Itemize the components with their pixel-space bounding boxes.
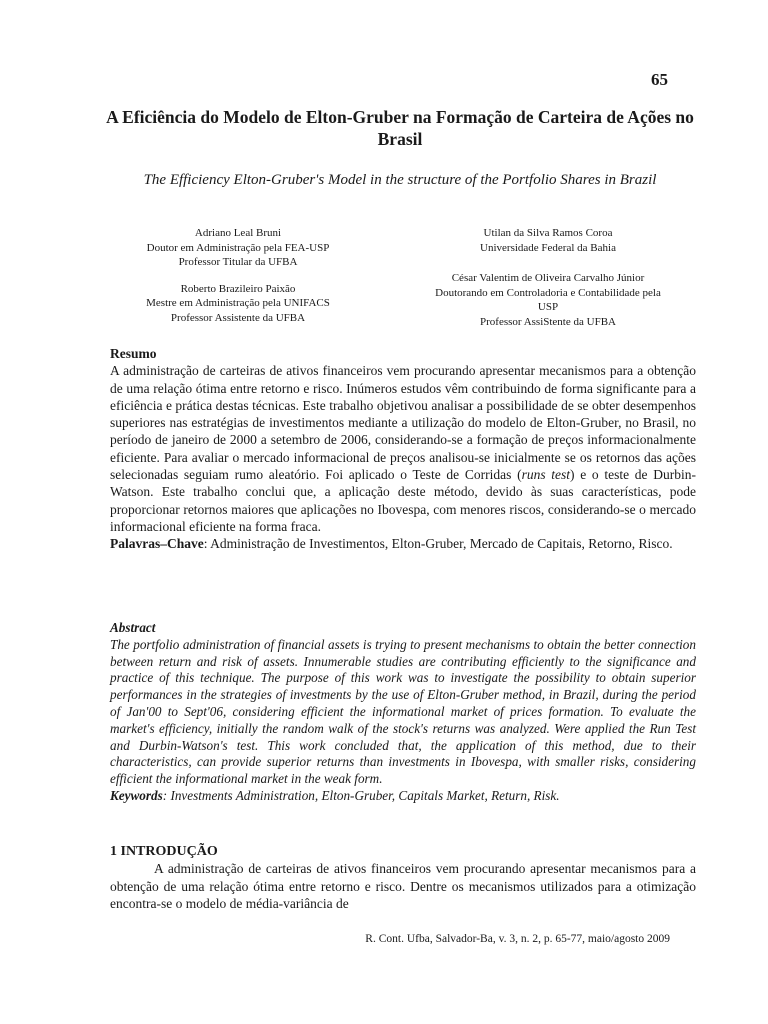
intro-section <box>110 843 696 912</box>
resumo-heading: Resumo <box>110 346 157 361</box>
author-affiliation: Professor Assistente da UFBA <box>170 311 306 324</box>
author-name: Utilan da Silva Ramos Coroa <box>483 227 613 239</box>
author-block <box>400 271 696 329</box>
keywords-text: : Investments Administration, Elton-Gruber, Capitals Market, Return, Risk. <box>162 787 560 803</box>
author-block <box>110 282 366 326</box>
author-affiliation: Mestre em Administração pela UNIFACS <box>146 297 330 309</box>
author-name: Adriano Leal Bruni <box>194 227 282 239</box>
abstract-section <box>110 620 696 805</box>
author-affiliation: Professor Titular da UFBA <box>178 256 298 268</box>
keywords-text: : Administração de Investimentos, Elton-Gruber, Mercado de Capitais, Retorno, Risco. <box>203 536 673 552</box>
abstract-heading: Abstract <box>110 620 156 635</box>
resumo-keywords <box>110 535 696 552</box>
authors-left-column <box>110 226 366 337</box>
author-block <box>400 226 696 255</box>
resumo-term: runs test <box>521 467 571 483</box>
author-block <box>110 226 366 270</box>
author-name: César Valentim de Oliveira Carvalho Júnior <box>451 272 645 284</box>
page-footer: R. Cont. Ufba, Salvador-Ba, v. 3, n. 2, p. 65-77, maio/agosto 2009 <box>365 933 670 945</box>
keywords-label: Palavras–Chave <box>110 536 204 552</box>
author-affiliation: Professor AssiStente da UFBA <box>480 315 616 328</box>
intro-body: A administração de carteiras de ativos financeiros vem procurando apresentar mecanismos para a obtenção de uma relação ótima entre retorno e risco. Dentre os mecanismos utilizados para a otimização encontra-se o modelo de média-variância de <box>110 861 696 911</box>
author-affiliation: Doutor em Administração pela FEA-USP <box>146 241 330 254</box>
abstract-keywords <box>110 788 696 805</box>
paper-title: A Eficiência do Modelo de Elton-Gruber na Formação de Carteira de Ações no Brasil <box>106 107 694 149</box>
paper-subtitle: The Efficiency Elton-Gruber's Model in the structure of the Portfolio Shares in Brazil <box>143 172 657 188</box>
authors-right-column <box>400 226 696 341</box>
resumo-section <box>110 345 696 553</box>
page-number: 65 <box>651 70 668 89</box>
author-affiliation: Universidade Federal da Bahia <box>480 241 616 254</box>
resumo-text-end: ) e o teste de Durbin-Watson. Este trabalho conclui que, a aplicação deste método, devido às suas características, pode proporcionar retornos maiores que aplicações no Ibovespa, com menores riscos, considerando-se o mercado informacional eficiente na forma fraca. <box>110 467 696 534</box>
keywords-label: Keywords <box>110 787 163 803</box>
author-name: Roberto Brazileiro Paixão <box>180 282 296 295</box>
author-affiliation: USP <box>537 301 559 313</box>
author-affiliation: Doutorando em Controladoria e Contabilidade pela <box>435 286 661 299</box>
resumo-body <box>110 362 696 535</box>
resumo-text: A administração de carteiras de ativos financeiros vem procurando apresentar mecanismos para a obtenção de uma relação ótima entre retorno e risco. Inúmeros estudos vêm contribuindo de forma significante para a eficiência e prática destas técnicas. Este trabalho objetivou analisar a possibilidade de se obter desempenhos superiores nas estratégias de investimentos mediante a utilização do modelo de Elton-Gruber, no Brasil, no período de janeiro de 2000 a setembro de 2006, considerando-se a formação de preços informacionalmente eficiente. Para avaliar o mercado informacional de preços analisou-se inicialmente se os retornos das ações selecionadas seguiam rumo aleatório. Foi aplicado o Teste de Corridas ( <box>110 363 696 483</box>
abstract-body: The portfolio administration of financial assets is trying to present mechanisms to obtain the better connection between return and risk of assets. Innumerable studies are contributing efficiently to the significance and practice of this technique. The purpose of this work was to investigate the possibility to obtain superior performances in the strategies of investments by the use of Elton-Gruber method, in Brazil, during the period of Jan'00 to Sept'06, considering efficient the informational market of prices formation. To evaluate the market's efficiency, initially the random walk of the stock's returns was analyzed. Were applied the Run Test and Durbin-Watson's test. This work concluded that, the application of this method, due to their characteristics, can provide superior returns than investments in Ibovespa, with smaller risks, considering efficient the informational market in the weak form. <box>110 636 696 787</box>
intro-heading: 1 INTRODUÇÃO <box>110 844 218 859</box>
